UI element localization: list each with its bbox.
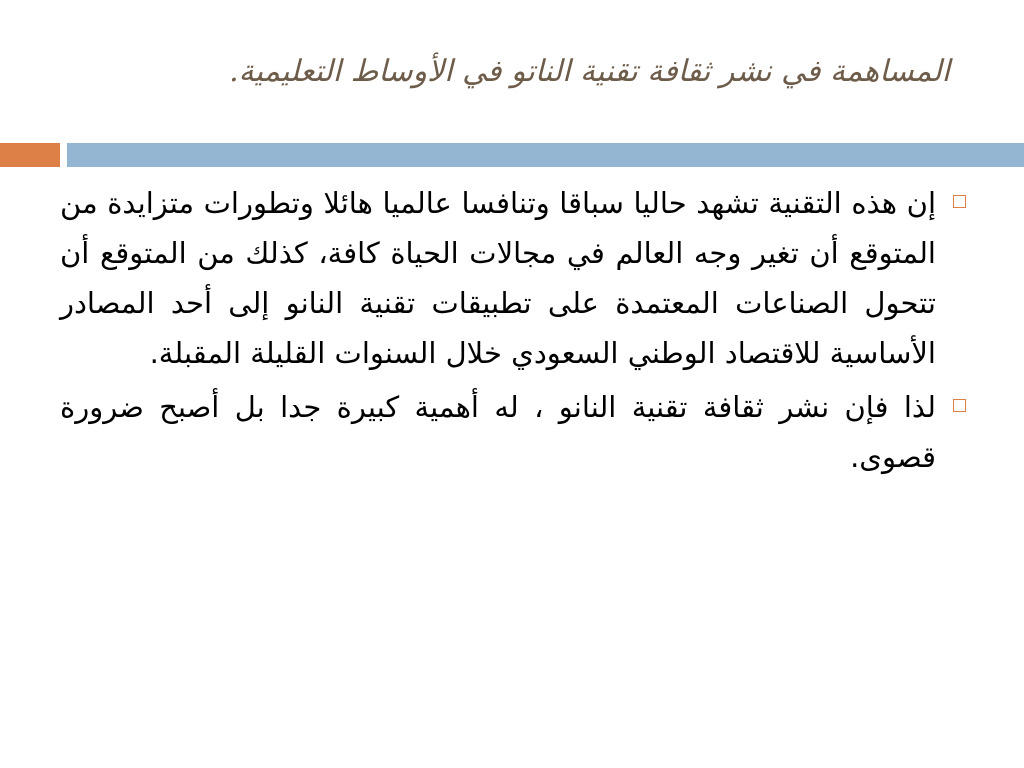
bullet-item <box>60 178 966 378</box>
slide-title: المساهمة في نشر ثقافة تقنية الناتو في الأوساط التعليمية. <box>229 54 950 89</box>
bullet-text: لذا فإن نشر ثقافة تقنية النانو ، له أهمية كبيرة جدا بل أصبح ضرورة قصوى. <box>60 390 936 474</box>
slide-body <box>60 178 966 486</box>
accent-bar-blue <box>67 143 1024 167</box>
hollow-square-bullet-icon <box>953 399 966 412</box>
accent-bar-orange <box>0 143 60 167</box>
bullet-item <box>60 382 966 482</box>
bullet-text: إن هذه التقنية تشهد حاليا سباقا وتنافسا عالميا هائلا وتطورات متزايدة من المتوقع أن تغير وجه العالم في مجالات الحياة كافة، كذلك من المتوقع أن تتحول الصناعات المعتمدة على تطبيقات تقنية النانو إلى أحد المصادر الأساسية للاقتصاد الوطني السعودي خلال السنوات القليلة المقبلة. <box>60 186 936 370</box>
hollow-square-bullet-icon <box>953 195 966 208</box>
